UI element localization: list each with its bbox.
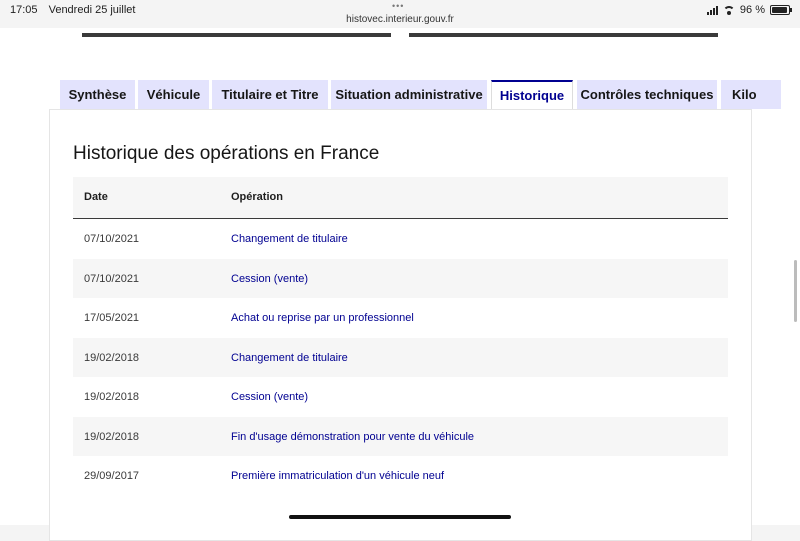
operations-table xyxy=(73,177,728,496)
row-operation-link[interactable]: Cession (vente) xyxy=(231,272,309,285)
top-divider-left xyxy=(82,33,391,37)
tab-situation-administrative[interactable]: Situation administrative xyxy=(331,80,487,109)
row-operation-link[interactable]: Fin d'usage démonstration pour vente du véhicule xyxy=(231,430,475,443)
tab-bar xyxy=(60,80,757,110)
row-operation-link[interactable]: Première immatriculation d'un véhicule neuf xyxy=(231,470,445,482)
address-bar[interactable]: histovec.interieur.gouv.fr xyxy=(346,14,454,25)
tab-controles-techniques[interactable]: Contrôles techniques xyxy=(577,80,717,109)
status-date: Vendredi 25 juillet xyxy=(48,4,136,16)
wifi-icon xyxy=(723,6,735,15)
row-date: 29/09/2017 xyxy=(84,470,140,482)
table-header xyxy=(73,177,728,219)
top-divider-right xyxy=(409,33,718,37)
home-indicator[interactable] xyxy=(289,515,511,519)
tab-historique[interactable]: Historique xyxy=(491,80,573,111)
table-row xyxy=(73,377,728,417)
more-dots-icon[interactable]: ••• xyxy=(392,1,405,11)
row-date: 19/02/2018 xyxy=(84,351,140,364)
page-content xyxy=(0,28,800,525)
row-operation-link[interactable]: Cession (vente) xyxy=(231,391,309,403)
tab-kilometrage[interactable]: Kilo xyxy=(721,80,781,109)
table-row xyxy=(73,219,728,259)
tab-titulaire-titre[interactable]: Titulaire et Titre xyxy=(212,80,328,109)
row-date: 07/10/2021 xyxy=(84,233,140,245)
row-date: 19/02/2018 xyxy=(84,391,140,403)
table-row xyxy=(73,259,728,299)
status-bar xyxy=(0,0,800,28)
table-row xyxy=(73,298,728,338)
status-time: 17:05 xyxy=(10,4,38,16)
row-date: 19/02/2018 xyxy=(84,430,140,443)
battery-icon xyxy=(770,5,790,15)
vertical-scrollbar[interactable] xyxy=(794,260,797,322)
table-row xyxy=(73,456,728,496)
historique-panel xyxy=(49,109,752,541)
cellular-signal-icon xyxy=(707,6,718,15)
battery-percentage: 96 % xyxy=(739,4,765,16)
table-row xyxy=(73,417,728,457)
tab-synthese[interactable]: Synthèse xyxy=(60,80,135,109)
row-operation-link[interactable]: Achat ou reprise par un professionnel xyxy=(231,312,414,324)
column-header-operation: Opération xyxy=(231,191,283,203)
row-operation-link[interactable]: Changement de titulaire xyxy=(231,233,348,245)
table-row xyxy=(73,338,728,378)
battery-level xyxy=(772,7,787,13)
row-date: 07/10/2021 xyxy=(84,272,140,285)
row-date: 17/05/2021 xyxy=(84,312,140,324)
row-operation-link[interactable]: Changement de titulaire xyxy=(231,351,348,364)
tab-vehicule[interactable]: Véhicule xyxy=(138,80,209,109)
column-header-date: Date xyxy=(84,191,108,203)
page-title: Historique des opérations en France xyxy=(73,143,380,164)
